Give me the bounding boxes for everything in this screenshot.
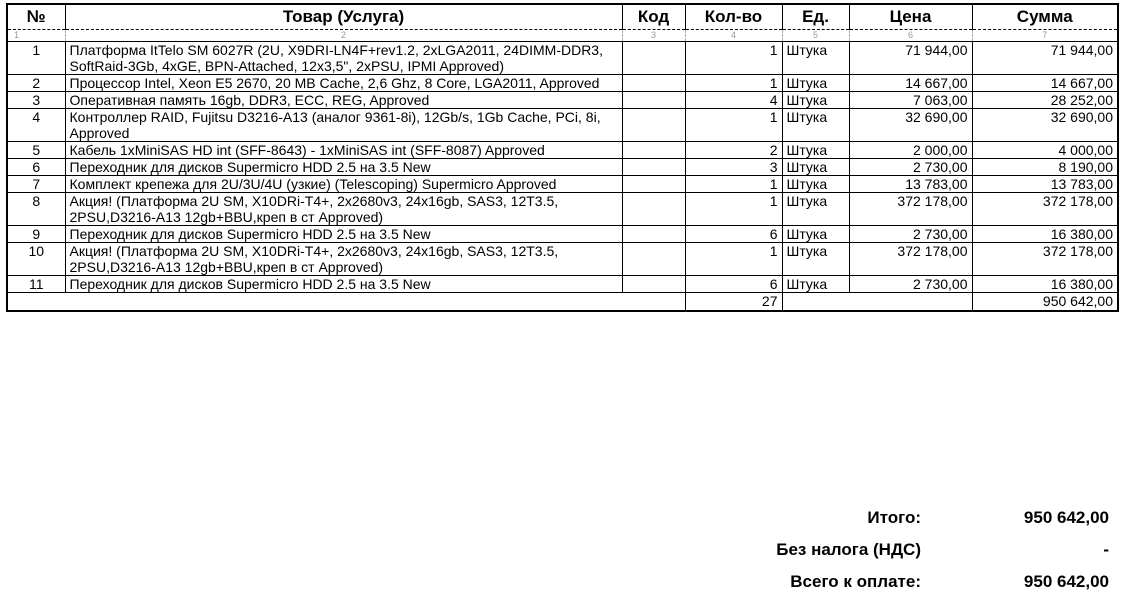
header-sum: Сумма — [972, 4, 1118, 30]
totals-row — [7, 293, 1118, 312]
item-code — [622, 75, 685, 92]
item-sum: 16 380,00 — [972, 276, 1118, 293]
table-row — [7, 142, 1118, 159]
item-code — [622, 193, 685, 226]
item-code — [622, 109, 685, 142]
row-number: 6 — [7, 159, 65, 176]
item-price: 372 178,00 — [849, 243, 972, 276]
item-sum: 28 252,00 — [972, 92, 1118, 109]
item-unit: Штука — [782, 243, 849, 276]
table-row — [7, 75, 1118, 92]
row-number: 8 — [7, 193, 65, 226]
item-name: Оперативная память 16gb, DDR3, ECC, REG, Approved — [65, 92, 622, 109]
summary-total-value: 950 642,00 — [1023, 508, 1109, 527]
header-unit: Ед. — [782, 4, 849, 30]
item-quantity: 3 — [685, 159, 782, 176]
item-price: 71 944,00 — [849, 42, 972, 75]
column-number: 4 — [685, 30, 782, 42]
item-unit: Штука — [782, 176, 849, 193]
header-code: Код — [622, 4, 685, 30]
item-unit: Штука — [782, 92, 849, 109]
row-number: 5 — [7, 142, 65, 159]
item-unit: Штука — [782, 142, 849, 159]
item-quantity: 2 — [685, 142, 782, 159]
item-sum: 14 667,00 — [972, 75, 1118, 92]
row-number: 1 — [7, 42, 65, 75]
table-row — [7, 42, 1118, 75]
item-quantity: 6 — [685, 226, 782, 243]
summary-total-label: Итого: — [867, 508, 921, 527]
item-name: Акция! (Платформа 2U SM, X10DRi-T4+, 2x2680v3, 24x16gb, SAS3, 12T3.5, 2PSU,D3216-A13 12gb+BBU,креп в ст Approved) — [65, 193, 622, 226]
row-number: 2 — [7, 75, 65, 92]
item-code — [622, 142, 685, 159]
table-row — [7, 243, 1118, 276]
header-price: Цена — [849, 4, 972, 30]
item-price: 2 730,00 — [849, 276, 972, 293]
item-unit: Штука — [782, 193, 849, 226]
table-row — [7, 159, 1118, 176]
item-price: 372 178,00 — [849, 193, 972, 226]
item-code — [622, 176, 685, 193]
item-price: 2 730,00 — [849, 226, 972, 243]
item-unit: Штука — [782, 109, 849, 142]
column-number: 3 — [622, 30, 685, 42]
item-quantity: 1 — [685, 176, 782, 193]
item-sum: 71 944,00 — [972, 42, 1118, 75]
item-code — [622, 42, 685, 75]
table-row — [7, 176, 1118, 193]
row-number: 11 — [7, 276, 65, 293]
item-code — [622, 226, 685, 243]
item-name: Платформа ItTelo SM 6027R (2U, X9DRI-LN4F+rev1.2, 2xLGA2011, 24DIMM-DDR3, SoftRaid-3Gb, 4xGE, BPN-Attached, 12x3,5", 2xPSU, IPMI Approved) — [65, 42, 622, 75]
item-sum: 372 178,00 — [972, 193, 1118, 226]
summary-vat-label: Без налога (НДС) — [776, 540, 921, 559]
table-row — [7, 276, 1118, 293]
item-name: Переходник для дисков Supermicro HDD 2.5 на 3.5 New — [65, 159, 622, 176]
item-sum: 32 690,00 — [972, 109, 1118, 142]
item-price: 32 690,00 — [849, 109, 972, 142]
item-price: 14 667,00 — [849, 75, 972, 92]
item-price: 2 730,00 — [849, 159, 972, 176]
item-quantity: 1 — [685, 109, 782, 142]
item-sum: 4 000,00 — [972, 142, 1118, 159]
totals-sum: 950 642,00 — [972, 293, 1118, 312]
item-code — [622, 92, 685, 109]
summary-grand-total — [509, 566, 1109, 598]
item-sum: 13 783,00 — [972, 176, 1118, 193]
row-number: 3 — [7, 92, 65, 109]
column-number: 5 — [782, 30, 849, 42]
item-sum: 8 190,00 — [972, 159, 1118, 176]
item-price: 7 063,00 — [849, 92, 972, 109]
item-quantity: 6 — [685, 276, 782, 293]
totals-qty: 27 — [685, 293, 782, 312]
totals-spacer — [7, 293, 685, 312]
item-unit: Штука — [782, 159, 849, 176]
item-name: Переходник для дисков Supermicro HDD 2.5 на 3.5 New — [65, 226, 622, 243]
item-name: Кабель 1xMiniSAS HD int (SFF-8643) - 1xMiniSAS int (SFF-8087) Approved — [65, 142, 622, 159]
table-row — [7, 226, 1118, 243]
item-quantity: 1 — [685, 193, 782, 226]
item-name: Переходник для дисков Supermicro HDD 2.5 на 3.5 New — [65, 276, 622, 293]
table-row — [7, 109, 1118, 142]
column-number: 7 — [972, 30, 1118, 42]
row-number: 4 — [7, 109, 65, 142]
item-name: Акция! (Платформа 2U SM, X10DRi-T4+, 2x2680v3, 24x16gb, SAS3, 12T3.5, 2PSU,D3216-A13 12gb+BBU,креп в ст Approved) — [65, 243, 622, 276]
item-code — [622, 243, 685, 276]
item-unit: Штука — [782, 75, 849, 92]
header-num: № — [7, 4, 65, 30]
item-quantity: 1 — [685, 42, 782, 75]
item-name: Комплект крепежа для 2U/3U/4U (узкие) (Telescoping) Supermicro Approved — [65, 176, 622, 193]
column-number: 1 — [7, 30, 65, 42]
column-number: 2 — [65, 30, 622, 42]
column-number-row — [7, 30, 1118, 42]
item-unit: Штука — [782, 226, 849, 243]
column-number: 6 — [849, 30, 972, 42]
item-name: Процессор Intel, Xeon E5 2670, 20 MB Cache, 2,6 Ghz, 8 Core, LGA2011, Approved — [65, 75, 622, 92]
item-unit: Штука — [782, 276, 849, 293]
header-qty: Кол-во — [685, 4, 782, 30]
invoice-table — [6, 3, 1119, 312]
totals-spacer-2 — [782, 293, 972, 312]
summary-grand-label: Всего к оплате: — [790, 572, 921, 591]
item-quantity: 4 — [685, 92, 782, 109]
table-row — [7, 92, 1118, 109]
item-sum: 16 380,00 — [972, 226, 1118, 243]
item-code — [622, 159, 685, 176]
item-quantity: 1 — [685, 75, 782, 92]
header-name: Товар (Услуга) — [65, 4, 622, 30]
item-price: 13 783,00 — [849, 176, 972, 193]
item-code — [622, 276, 685, 293]
row-number: 9 — [7, 226, 65, 243]
summary-vat — [509, 534, 1109, 566]
row-number: 7 — [7, 176, 65, 193]
summary-grand-value: 950 642,00 — [1023, 572, 1109, 591]
item-unit: Штука — [782, 42, 849, 75]
item-price: 2 000,00 — [849, 142, 972, 159]
header-row — [7, 4, 1118, 30]
item-quantity: 1 — [685, 243, 782, 276]
summary-vat-value: - — [1103, 540, 1109, 559]
summary-total — [509, 502, 1109, 534]
item-sum: 372 178,00 — [972, 243, 1118, 276]
item-name: Контроллер RAID, Fujitsu D3216-A13 (аналог 9361-8i), 12Gb/s, 1Gb Cache, PCi, 8i, Approved — [65, 109, 622, 142]
table-row — [7, 193, 1118, 226]
row-number: 10 — [7, 243, 65, 276]
